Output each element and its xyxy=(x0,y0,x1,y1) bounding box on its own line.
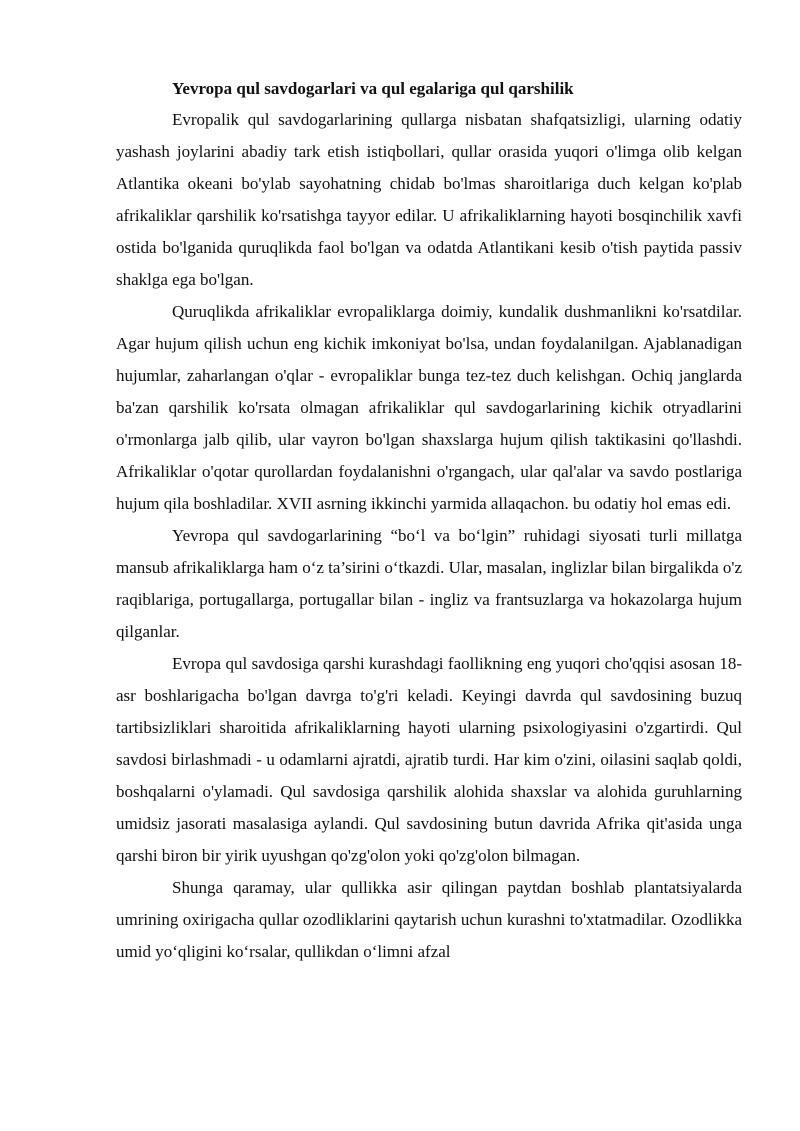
paragraph-1: Evropalik qul savdogarlarining qullarga nisbatan shafqatsizligi, ularning odatiy yashash joylarini abadiy tark etish istiqbollari, qullar orasida yuqori o'limga olib kelgan Atlantika okeani bo'ylab sayohatning chidab bo'lmas sharoitlariga duch kelgan ko'plab afrikaliklar qarshilik ko'rsatishga tayyor edilar. U afrikaliklarning hayoti bosqinchilik xavfi ostida bo'lganida quruqlikda faol bo'lgan va odatda Atlantikani kesib o'tish paytida passiv shaklga ega bo'lgan. xyxy=(116,110,742,289)
paragraph-2: Quruqlikda afrikaliklar evropaliklarga doimiy, kundalik dushmanlikni ko'rsatdilar. Agar hujum qilish uchun eng kichik imkoniyat bo'lsa, undan foydalanilgan. Ajablanadigan hujumlar, zaharlangan o'qlar - evropaliklar bunga tez-tez duch kelishgan. Ochiq janglarda ba'zan qarshilik ko'rsata olmagan afrikaliklar qul savdogarlarining kichik otryadlarini o'rmonlarga jalb qilib, ular vayron bo'lgan shaxslarga hujum qilish taktikasini qo'llashdi. Afrikaliklar o'qotar qurollardan foydalanishni o'rgangach, ular qal'alar va savdo postlariga hujum qila boshladilar. XVII asrning ikkinchi yarmida allaqachon. bu odatiy hol emas edi. xyxy=(116,302,742,513)
paragraph-3: Yevropa qul savdogarlarining “bo‘l va bo‘lgin” ruhidagi siyosati turli millatga mansub afrikaliklarga ham o‘z ta’sirini o‘tkazdi. Ular, masalan, inglizlar bilan birgalikda o'z raqiblariga, portugallarga, portugallar bilan - ingliz va frantsuzlarga va hokazolarga hujum qilganlar. xyxy=(116,526,742,641)
paragraph-4: Evropa qul savdosiga qarshi kurashdagi faollikning eng yuqori cho'qqisi asosan 18-asr boshlarigacha bo'lgan davrga to'g'ri keladi. Keyingi davrda qul savdosining buzuq tartibsizliklari sharoitida afrikaliklarning hayoti ularning psixologiyasini o'zgartirdi. Qul savdosi birlashmadi - u odamlarni ajratdi, ajratib turdi. Har kim o'zini, oilasini saqlab qoldi, boshqalarni o'ylamadi. Qul savdosiga qarshilik alohida shaxslar va alohida guruhlarning umidsiz jasorati masalasiga aylandi. Qul savdosining butun davrida Afrika qit'asida unga qarshi biron bir yirik uyushgan qo'zg'olon yoki qo'zg'olon bilmagan. xyxy=(116,654,742,865)
paragraph-5: Shunga qaramay, ular qullikka asir qilingan paytdan boshlab plantatsiyalarda umrining oxirigacha qullar ozodliklarini qaytarish uchun kurashni to'xtatmadilar. Ozodlikka umid yo‘qligini ko‘rsalar, qullikdan o‘limni afzal xyxy=(116,878,742,961)
document-title: Yevropa qul savdogarlari va qul egalariga qul qarshilik xyxy=(172,79,574,98)
document-page xyxy=(116,74,742,968)
